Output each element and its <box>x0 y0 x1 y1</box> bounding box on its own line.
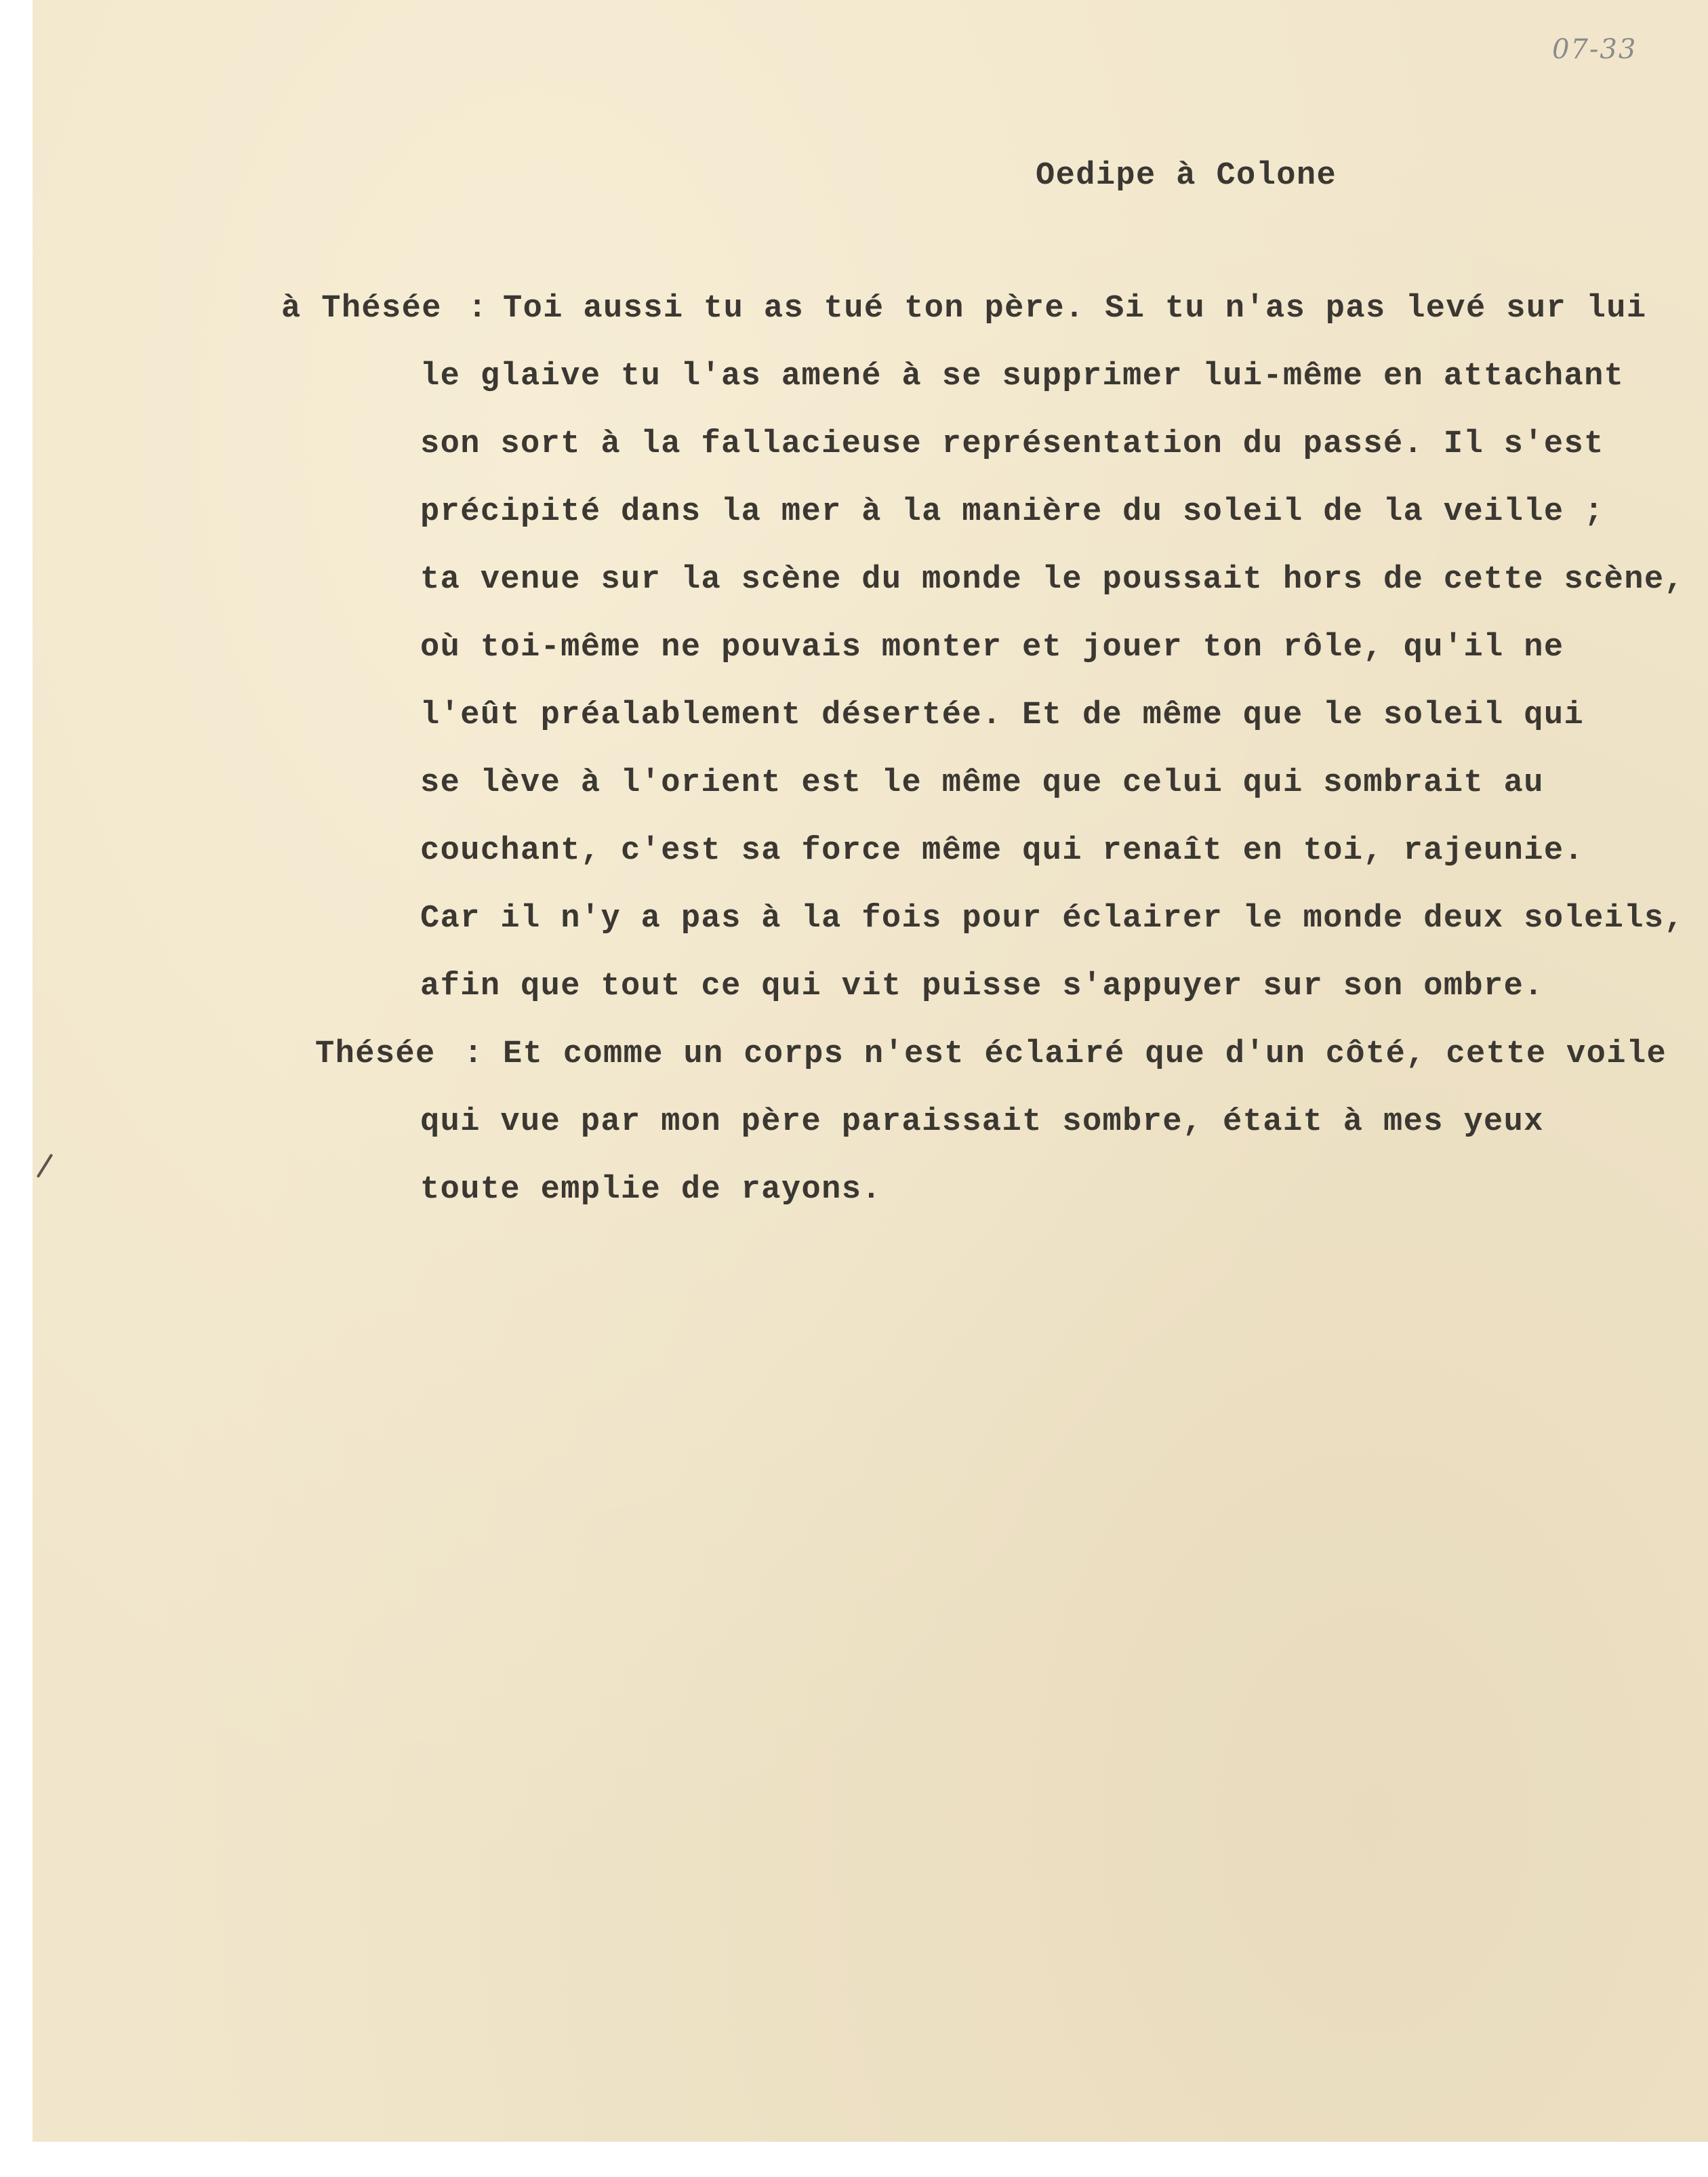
speaker-separator: : <box>464 1036 484 1072</box>
speaker-label: à Thésée <box>281 291 442 327</box>
speech-line: toute emplie de rayons. <box>420 1172 882 1208</box>
speech-line: se lève à l'orient est le même que celui qui sombrait au <box>420 765 1544 801</box>
speech-line: Et comme un corps n'est éclairé que d'un côté, cette voile <box>503 1036 1667 1072</box>
speech-line: le glaive tu l'as amené à se supprimer lui-même en attachant <box>420 359 1625 394</box>
speech-line: précipité dans la mer à la manière du soleil de la veille ; <box>420 494 1604 530</box>
speech-line: Car il n'y a pas à la fois pour éclairer le monde deux soleils, <box>420 901 1685 937</box>
speaker-separator: : <box>468 291 488 327</box>
speech-line: son sort à la fallacieuse représentation du passé. Il s'est <box>420 426 1604 462</box>
speech-line: afin que tout ce qui vit puisse s'appuyer sur son ombre. <box>420 969 1544 1004</box>
page-title: Oedipe à Colone <box>1036 158 1337 194</box>
speech-line: Toi aussi tu as tué ton père. Si tu n'as pas levé sur lui <box>503 291 1647 327</box>
speech-line: qui vue par mon père paraissait sombre, était à mes yeux <box>420 1104 1544 1140</box>
speaker-label: Thésée <box>315 1036 436 1072</box>
speech-line: ta venue sur la scène du monde le poussait hors de cette scène, <box>420 562 1685 598</box>
archive-number: 07-33 <box>1552 34 1638 65</box>
speech-line: où toi-même ne pouvais monter et jouer ton rôle, qu'il ne <box>420 630 1564 666</box>
speech-line: couchant, c'est sa force même qui renaît en toi, rajeunie. <box>420 833 1585 869</box>
speech-line: l'eût préalablement désertée. Et de même que le soleil qui <box>420 697 1585 733</box>
